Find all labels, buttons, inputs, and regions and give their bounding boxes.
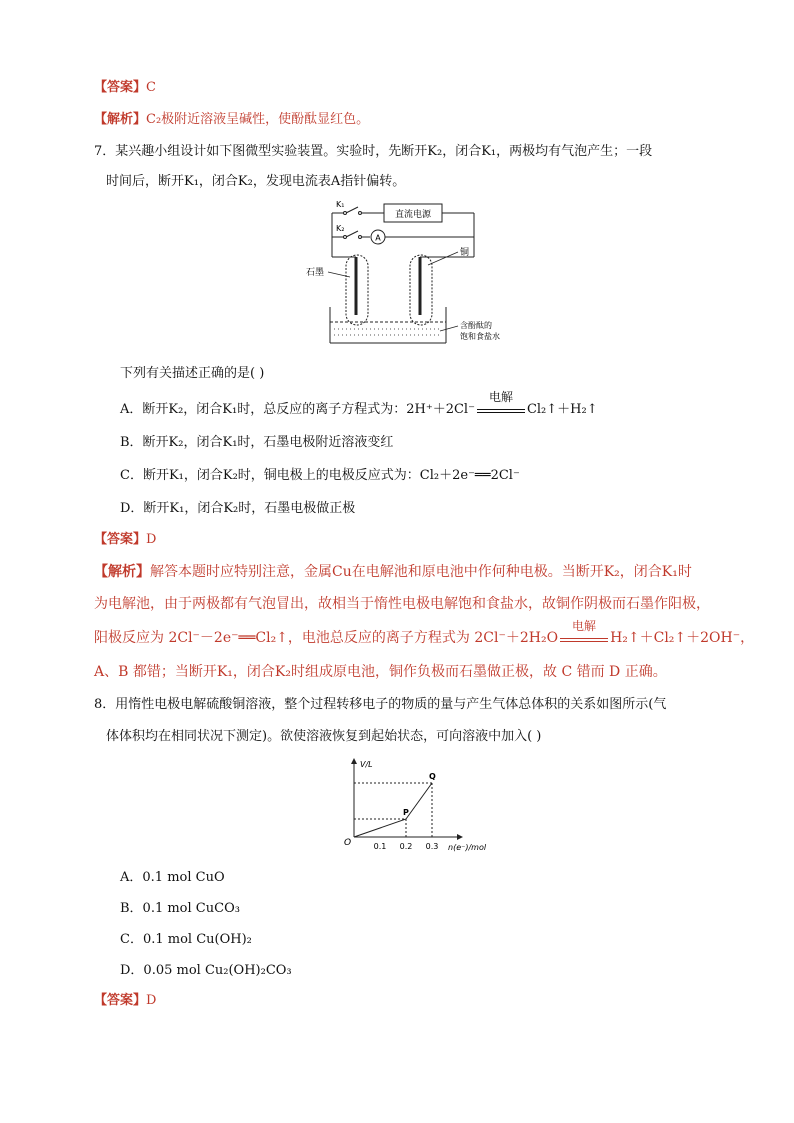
- q7-analysis-2: 为电解池，由于两极都有气泡冒出，故相当于惰性电极电解饱和食盐水，故铜作阴极而石墨作阳极，: [94, 596, 710, 612]
- answer-tag: 【答案】: [94, 532, 147, 547]
- point-label: Q: [429, 772, 436, 781]
- q7-stem-1: 7．某兴趣小组设计如下图微型实验装置。实验时，先断开K₂，闭合K₁，两极均有气泡产生；一段: [94, 144, 653, 159]
- analysis-3-pre: 阳极反应为 2Cl⁻－2e⁻══Cl₂↑，电池总反应的离子方程式为 2Cl⁻＋2H₂O: [94, 630, 559, 646]
- power-supply-label: 直流电源: [394, 210, 432, 220]
- solution-label-2: 饱和食盐水: [460, 332, 500, 341]
- answer-tag: 【答案】: [94, 80, 147, 95]
- y-axis-label: V/L: [360, 760, 373, 769]
- q7-prompt: 下列有关描述正确的是( ): [120, 366, 265, 381]
- q7-stem-2: 时间后，断开K₁，闭合K₂，发现电流表A指针偏转。: [106, 174, 406, 189]
- gas-volume-chart: [340, 755, 487, 855]
- copper-label: 铜: [460, 248, 470, 258]
- answer-value: C: [146, 80, 156, 95]
- k1-label: K₁: [336, 200, 345, 209]
- q7-analysis-3: [94, 619, 755, 648]
- origin-label: O: [344, 838, 352, 848]
- q6-analysis-line: [94, 110, 369, 130]
- q7-option-d: D．断开K₁，闭合K₂时，石墨电极做正极: [120, 501, 356, 516]
- q6-answer-line: [94, 78, 156, 98]
- q7-analysis-1: [94, 562, 692, 582]
- graphite-label: 石墨: [306, 268, 325, 278]
- q7-answer-line: [94, 530, 156, 550]
- q8-option-d: D．0.05 mol Cu₂(OH)₂CO₃: [120, 963, 292, 978]
- q7-analysis-4: A、B 都错；当断开K₁，闭合K₂时组成原电池，铜作负极而石墨做正极，故 C 错而 D 正确。: [94, 664, 667, 680]
- solution-label-1: 含酚酞的: [460, 321, 492, 330]
- analysis-text-1: 解答本题时应特别注意，金属Cu在电解池和原电池中作何种电极。当断开K₂，闭合K₁时: [150, 564, 692, 580]
- option-a-pre: A．断开K₂，闭合K₁时，总反应的离子方程式为：2H⁺＋2Cl⁻: [120, 402, 475, 417]
- q8-option-c: C．0.1 mol Cu(OH)₂: [120, 932, 252, 947]
- equation-condition: 电解: [560, 629, 608, 642]
- analysis-3-post: H₂↑＋Cl₂↑＋2OH⁻，: [610, 630, 755, 646]
- q7-option-a: [120, 390, 598, 420]
- answer-value: D: [146, 532, 157, 547]
- x-axis-label: n(e⁻)/mol: [448, 843, 487, 852]
- x-tick-label: 0.3: [425, 842, 439, 851]
- q7-option-c: C．断开K₁，闭合K₂时，铜电极上的电极反应式为：Cl₂＋2e⁻══2Cl⁻: [120, 468, 520, 483]
- analysis-text: C₂极附近溶液呈碱性，使酚酞显红色。: [146, 112, 370, 127]
- q8-stem-2: 体体积均在相同状况下测定)。欲使溶液恢复到起始状态，可向溶液中加入( ): [106, 729, 542, 744]
- q8-option-b: B．0.1 mol CuCO₃: [120, 901, 240, 916]
- q8-answer-line: [94, 991, 156, 1011]
- q7-option-b: B．断开K₂，闭合K₁时，石墨电极附近溶液变红: [120, 435, 394, 450]
- x-tick-label: 0.2: [399, 842, 413, 851]
- point-label: P: [403, 808, 409, 817]
- k2-label: K₂: [336, 224, 345, 233]
- analysis-tag: 【解析】: [94, 564, 150, 580]
- answer-tag: 【答案】: [94, 993, 147, 1008]
- option-a-post: Cl₂↑＋H₂↑: [526, 402, 598, 417]
- volume-line: [354, 783, 432, 837]
- q8-stem-1: 8．用惰性电极电解硫酸铜溶液，整个过程转移电子的物质的量与产生气体总体积的关系如图所示(气: [94, 697, 667, 712]
- ammeter-label: A: [375, 233, 381, 243]
- q8-option-a: A．0.1 mol CuO: [120, 870, 225, 885]
- electrolysis-apparatus-figure: [300, 195, 530, 350]
- answer-value: D: [146, 993, 157, 1008]
- equation-condition: 电解: [477, 400, 525, 413]
- analysis-tag: 【解析】: [94, 112, 147, 127]
- x-tick-label: 0.1: [373, 842, 387, 851]
